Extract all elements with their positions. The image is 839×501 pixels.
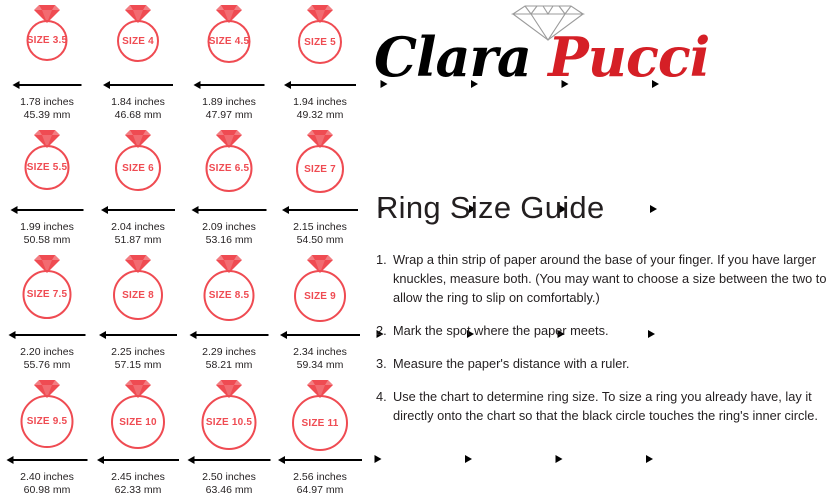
ring-size-cell [275,254,365,373]
ring-measurement-inches: 1.84 inches [111,96,165,108]
ring-illustration [275,4,365,74]
ring-illustration [2,254,92,324]
ring-illustration [93,129,183,199]
step-text: Use the chart to determine ring size. To size a ring you already have, lay it directly onto the chart so that the black circle touches the ring's inner circle. [393,389,818,423]
ring-measurement-mm: 53.16 mm [205,233,253,246]
ring-illustration [2,129,92,199]
ring-measurement [184,346,274,371]
brand-wordmark [374,26,774,89]
step-number: 2. [376,323,387,338]
ring-circle [206,145,253,192]
ring-measurement-inches: 1.89 inches [202,96,256,108]
ring-circle [292,395,348,451]
ring-measurement-inches: 1.94 inches [293,96,347,108]
ring-size-cell [2,254,92,373]
ring-illustration [93,379,183,449]
ring-size-cell [2,379,92,498]
ring-size-cell [184,254,274,373]
diameter-arrow-icon [99,330,177,339]
ring-illustration [184,129,274,199]
ring-measurement [2,96,92,121]
instruction-step [376,354,832,373]
ring-circle [208,20,251,63]
ring-illustration [2,4,92,74]
ring-illustration [275,254,365,324]
ring-illustration [275,379,365,449]
ring-size-label: SIZE 6 [122,162,154,174]
ring-circle [111,395,165,449]
ring-measurement-mm: 62.33 mm [114,483,162,496]
instruction-steps [376,250,832,439]
ring-illustration [2,379,92,449]
step-text: Wrap a thin strip of paper around the base of your finger. If you have larger knuckles, measure both. (You may want to choose a size between the two to allow the ring to slip on comfortably.) [393,252,827,305]
ring-illustration [184,4,274,74]
ring-measurement-mm: 47.97 mm [205,108,253,121]
ring-circle [204,270,255,321]
ring-measurement-mm: 51.87 mm [114,233,162,246]
ring-measurement [275,471,365,496]
step-number: 1. [376,252,387,267]
ring-size-cell [93,129,183,248]
diameter-arrow-icon [282,205,358,214]
ring-measurement [93,96,183,121]
ring-size-cell [93,379,183,498]
ring-size-label: SIZE 5.5 [26,162,68,173]
ring-measurement-mm: 64.97 mm [296,483,344,496]
instruction-step [376,250,832,307]
ring-size-label: SIZE 9 [304,290,336,302]
ring-measurement [184,471,274,496]
ring-size-cell [2,4,92,123]
ring-size-chart [0,0,362,501]
diameter-arrow-icon [278,455,362,464]
ring-measurement-mm: 46.68 mm [114,108,162,121]
ring-size-cell [93,254,183,373]
diameter-arrow-icon [101,205,175,214]
ring-illustration [93,254,183,324]
ring-size-cell [275,4,365,123]
ring-size-cell [93,4,183,123]
ring-measurement [275,96,365,121]
ring-measurement-mm: 45.39 mm [23,108,71,121]
ring-measurement [275,221,365,246]
step-text: Measure the paper's distance with a ruler. [393,356,630,371]
ring-circle [23,270,72,319]
brand-name-first: Clara [374,25,531,89]
brand-name-second: Pucci [548,25,710,89]
ring-size-label: SIZE 10 [119,416,157,428]
ring-measurement-inches: 2.56 inches [293,471,347,483]
ring-size-cell [275,129,365,248]
ring-measurement-mm: 59.34 mm [296,358,344,371]
guide-panel [368,0,839,501]
ring-size-label: SIZE 8.5 [208,290,250,301]
ring-measurement-mm: 50.58 mm [23,233,71,246]
ring-measurement [275,346,365,371]
ring-measurement-inches: 2.40 inches [20,471,74,483]
ring-measurement-inches: 2.09 inches [202,221,256,233]
ring-illustration [275,129,365,199]
ring-size-cell [184,379,274,498]
ring-size-label: SIZE 10.5 [205,417,253,428]
diameter-arrow-icon [284,80,356,89]
step-number: 4. [376,389,387,404]
ring-measurement-mm: 49.32 mm [296,108,344,121]
ring-measurement-inches: 1.99 inches [20,221,74,233]
ring-measurement-inches: 2.29 inches [202,346,256,358]
diameter-arrow-icon [194,80,265,89]
ring-measurement-inches: 2.15 inches [293,221,347,233]
ring-circle [27,20,68,61]
ring-measurement-mm: 54.50 mm [296,233,344,246]
ring-measurement-inches: 2.25 inches [111,346,165,358]
ring-circle [21,395,74,448]
ring-size-label: SIZE 8 [122,289,154,301]
ring-measurement-inches: 2.34 inches [293,346,347,358]
ring-measurement-mm: 58.21 mm [205,358,253,371]
ring-measurement-inches: 1.78 inches [20,96,74,108]
ring-circle [202,395,257,450]
ring-size-label: SIZE 11 [301,417,339,429]
page-title: Ring Size Guide [376,190,605,225]
diameter-arrow-icon [103,80,173,89]
ring-size-cell [2,129,92,248]
ring-size-label: SIZE 5 [304,36,336,48]
ring-measurement-mm: 57.15 mm [114,358,162,371]
ring-size-cell [184,4,274,123]
ring-size-label: SIZE 4.5 [208,36,250,47]
ring-measurement [184,221,274,246]
ring-measurement [2,221,92,246]
ring-circle [25,145,70,190]
ring-measurement-inches: 2.45 inches [111,471,165,483]
ring-measurement [93,221,183,246]
ring-size-cell [184,129,274,248]
ring-grid [0,0,362,498]
ring-circle [298,20,342,64]
ring-illustration [184,379,274,449]
ring-circle [115,145,161,191]
ring-measurement-mm: 55.76 mm [23,358,71,371]
diameter-arrow-icon [9,330,86,339]
ring-measurement-mm: 63.46 mm [205,483,253,496]
ring-size-label: SIZE 4 [122,35,154,47]
diameter-arrow-icon [280,330,360,339]
diameter-arrow-icon [188,455,271,464]
diameter-arrow-icon [97,455,179,464]
ring-circle [117,20,159,62]
instruction-step [376,321,832,340]
diameter-arrow-icon [11,205,84,214]
step-number: 3. [376,356,387,371]
ring-measurement-inches: 2.50 inches [202,471,256,483]
ring-measurement-mm: 60.98 mm [23,483,71,496]
ring-measurement-inches: 2.04 inches [111,221,165,233]
diameter-arrow-icon [7,455,88,464]
ring-size-cell [275,379,365,498]
ring-circle [113,270,163,320]
ring-measurement [93,471,183,496]
ring-measurement [2,346,92,371]
ring-size-label: SIZE 6.5 [208,163,250,174]
instruction-step [376,387,832,425]
ring-size-label: SIZE 9.5 [26,416,68,427]
ring-illustration [184,254,274,324]
ring-size-label: SIZE 3.5 [26,35,68,46]
ring-circle [294,270,346,322]
ring-measurement [2,471,92,496]
step-text: Mark the spot where the paper meets. [393,323,609,338]
ring-measurement-inches: 2.20 inches [20,346,74,358]
diameter-arrow-icon [192,205,267,214]
ring-size-label: SIZE 7 [304,163,336,175]
diameter-arrow-icon [190,330,269,339]
brand-logo [374,2,774,102]
ring-size-label: SIZE 7.5 [26,289,68,300]
ring-measurement [184,96,274,121]
diameter-arrow-icon [13,80,82,89]
ring-illustration [93,4,183,74]
ring-measurement [93,346,183,371]
ring-circle [296,145,344,193]
